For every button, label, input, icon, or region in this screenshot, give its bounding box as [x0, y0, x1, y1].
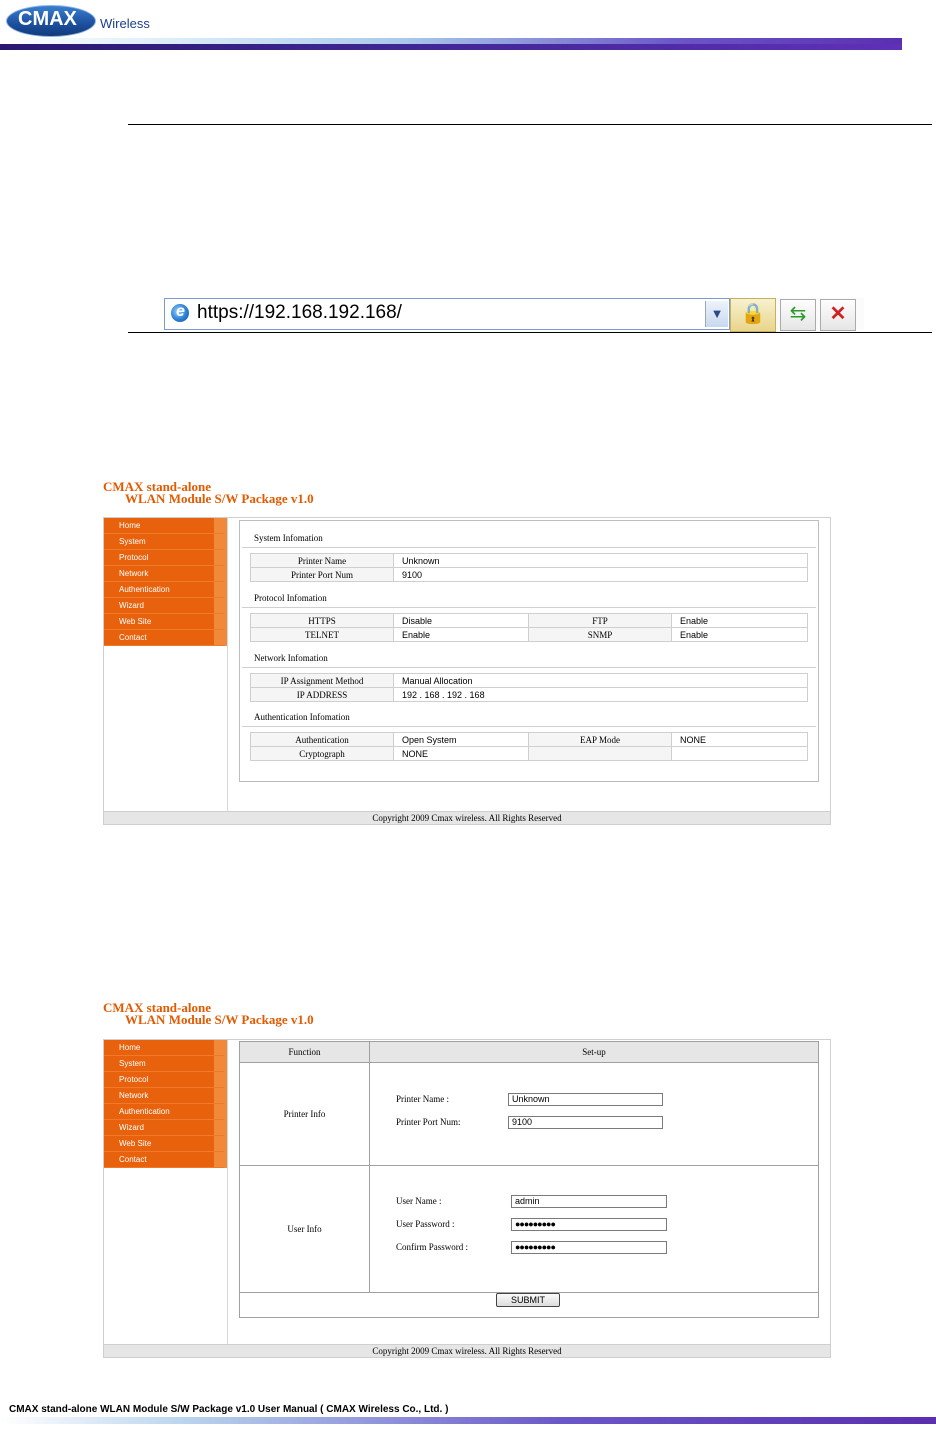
section-line: [242, 726, 816, 727]
menu-item-system[interactable]: System: [104, 534, 224, 550]
menu-item-authentication[interactable]: Authentication: [104, 582, 224, 598]
app-title-line1: CMAX stand-alone: [103, 479, 211, 494]
https-value: Disable: [394, 614, 529, 628]
confirm-password-input[interactable]: ●●●●●●●●●: [511, 1241, 667, 1254]
eap-mode-label: EAP Mode: [529, 733, 672, 747]
snmp-value: Enable: [672, 628, 808, 642]
content-divider: [227, 1040, 228, 1344]
ip-method-value: Manual Allocation: [394, 674, 808, 688]
ip-address-value: 192 . 168 . 192 . 168: [394, 688, 808, 702]
ftp-value: Enable: [672, 614, 808, 628]
table-row: [251, 733, 808, 747]
section-line: [242, 667, 816, 668]
menu-item-website[interactable]: Web Site: [104, 1136, 224, 1152]
ip-address-label: IP ADDRESS: [251, 688, 394, 702]
setup-table: [239, 1041, 819, 1318]
table-row: [251, 614, 808, 628]
https-label: HTTPS: [251, 614, 394, 628]
printer-port-value: 9100: [394, 568, 808, 582]
authentication-value: Open System: [394, 733, 529, 747]
logo-text: CMAX: [18, 8, 77, 30]
refresh-icon[interactable]: ⇆: [780, 299, 816, 331]
browser-address-bar: [164, 298, 864, 330]
menu-item-authentication[interactable]: Authentication: [104, 1104, 224, 1120]
user-info-label: User Info: [240, 1166, 370, 1293]
menu-item-protocol[interactable]: Protocol: [104, 550, 224, 566]
printer-name-label: Printer Name :: [396, 1094, 449, 1104]
authentication-label: Authentication: [251, 733, 394, 747]
empty-value: [672, 747, 808, 761]
menu-item-network[interactable]: Network: [104, 566, 224, 582]
printer-port-input[interactable]: 9100: [508, 1116, 663, 1129]
protocol-info-table: [250, 613, 808, 642]
lock-icon[interactable]: 🔒: [730, 298, 776, 332]
telnet-label: TELNET: [251, 628, 394, 642]
empty-label: [529, 747, 672, 761]
menu-item-home[interactable]: Home: [104, 1040, 224, 1056]
ie-e-glyph: e: [176, 303, 185, 320]
menu-item-wizard[interactable]: Wizard: [104, 1120, 224, 1136]
copyright-footer: Copyright 2009 Cmax wireless. All Rights Reserved: [104, 1344, 830, 1357]
menu-item-contact[interactable]: Contact: [104, 630, 224, 646]
user-password-input[interactable]: ●●●●●●●●●: [511, 1218, 667, 1231]
section-line: [242, 607, 816, 608]
figure-bottom-rule: [128, 332, 932, 333]
menu-item-contact[interactable]: Contact: [104, 1152, 224, 1168]
printer-name-label: Printer Name: [251, 554, 394, 568]
ip-method-label: IP Assignment Method: [251, 674, 394, 688]
page-footer-bar: [0, 1417, 936, 1424]
close-icon[interactable]: ✕: [820, 299, 856, 331]
user-name-label: User Name :: [396, 1196, 442, 1206]
cmax-logo: [4, 4, 154, 36]
app-title-line1: CMAX stand-alone: [103, 1000, 211, 1015]
info-panel: [239, 520, 819, 782]
user-name-input[interactable]: admin: [511, 1195, 667, 1208]
printer-port-label: Printer Port Num:: [396, 1117, 461, 1127]
figure-top-rule: [128, 124, 932, 125]
url-text: https://192.168.192.168/: [197, 302, 402, 323]
menu-item-network[interactable]: Network: [104, 1088, 224, 1104]
app-title: [103, 1002, 314, 1026]
table-row: [251, 554, 808, 568]
table-row: [251, 674, 808, 688]
section-line: [242, 547, 816, 548]
system-info-table: [250, 553, 808, 582]
printer-info-label: Printer Info: [240, 1063, 370, 1166]
printer-name-input[interactable]: Unknown: [508, 1093, 663, 1106]
submit-button[interactable]: SUBMIT: [496, 1293, 560, 1307]
confirm-password-label: Confirm Password :: [396, 1242, 468, 1252]
network-info-title: Network Infomation: [254, 653, 328, 663]
col-function: Function: [240, 1042, 370, 1063]
url-field[interactable]: [164, 298, 730, 330]
menu-item-protocol[interactable]: Protocol: [104, 1072, 224, 1088]
system-info-title: System Infomation: [254, 533, 323, 543]
setup-page-frame: [103, 1039, 831, 1358]
auth-info-table: [250, 732, 808, 761]
menu-item-system[interactable]: System: [104, 1056, 224, 1072]
header-dark-bar: [0, 44, 902, 50]
logo-subtext: Wireless: [100, 16, 150, 31]
table-row: [240, 1063, 819, 1166]
printer-info-cell: [370, 1063, 819, 1166]
protocol-info-title: Protocol Infomation: [254, 593, 327, 603]
menu-item-wizard[interactable]: Wizard: [104, 598, 224, 614]
app-title-line2: WLAN Module S/W Package v1.0: [125, 491, 314, 506]
snmp-label: SNMP: [529, 628, 672, 642]
cryptograph-value: NONE: [394, 747, 529, 761]
ftp-label: FTP: [529, 614, 672, 628]
printer-name-value: Unknown: [394, 554, 808, 568]
network-info-table: [250, 673, 808, 702]
user-password-label: User Password :: [396, 1219, 455, 1229]
table-row: [251, 628, 808, 642]
app-title: [103, 481, 314, 505]
content-divider: [227, 518, 228, 811]
chevron-down-icon[interactable]: ▼: [705, 301, 728, 327]
menu-item-home[interactable]: Home: [104, 518, 224, 534]
side-menu: [104, 518, 227, 646]
status-page-frame: [103, 517, 831, 825]
app-title-line2: WLAN Module S/W Package v1.0: [125, 1012, 314, 1027]
telnet-value: Enable: [394, 628, 529, 642]
printer-port-label: Printer Port Num: [251, 568, 394, 582]
menu-item-website[interactable]: Web Site: [104, 614, 224, 630]
auth-info-title: Authentication Infomation: [254, 712, 350, 722]
table-row: [251, 568, 808, 582]
eap-mode-value: NONE: [672, 733, 808, 747]
table-header-row: [240, 1042, 819, 1063]
table-row: [251, 747, 808, 761]
copyright-footer: Copyright 2009 Cmax wireless. All Rights Reserved: [104, 811, 830, 824]
page-footer-text: CMAX stand-alone WLAN Module S/W Package v1.0 User Manual ( CMAX Wireless Co., Ltd. ): [9, 1404, 449, 1415]
table-row: [251, 688, 808, 702]
cryptograph-label: Cryptograph: [251, 747, 394, 761]
side-menu: [104, 1040, 227, 1168]
col-setup: Set-up: [370, 1042, 819, 1063]
